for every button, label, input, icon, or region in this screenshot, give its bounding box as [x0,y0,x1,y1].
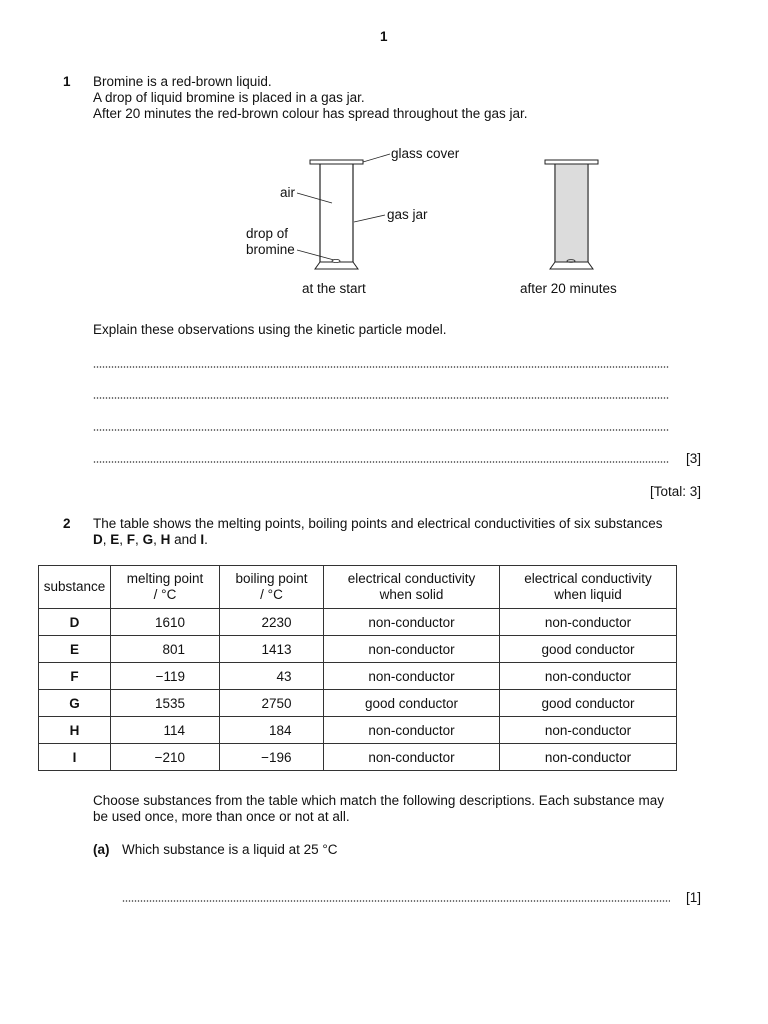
properties-table [38,565,677,771]
q1-line-3: After 20 minutes the red-brown colour has spread throughout the gas jar. [93,106,528,121]
part-a-label: (a) [93,842,110,857]
part-a-marks: [1] [686,890,702,905]
q2-choose-line-1: Choose substances from the table which match the following descriptions. Each substance may [93,793,665,808]
header-substance: substance [39,566,111,609]
table-row: H 114 184 non-conductor non-conductor [39,717,677,744]
part-a-answer-line[interactable] [122,900,670,902]
q1-line-2: A drop of liquid bromine is placed in a gas jar. [93,90,365,105]
page-number: 1 [380,29,388,44]
question-2-number: 2 [63,516,71,531]
header-boiling-point: boiling point / °C [220,566,324,609]
part-a-question: Which substance is a liquid at 25 °C [122,842,338,857]
label-drop-of: drop of [246,226,289,241]
gas-jar-start [310,160,363,269]
label-bromine: bromine [246,242,295,257]
answer-line[interactable] [93,429,669,431]
gas-jar-after [545,160,598,269]
label-air: air [280,185,296,200]
label-glass-cover: glass cover [391,146,460,161]
label-gas-jar: gas jar [387,207,428,222]
table-header-row [39,566,677,609]
table-row: I −210 −196 non-conductor non-conductor [39,744,677,771]
question-1-number: 1 [63,74,71,89]
gas-jar-diagram [0,0,768,310]
answer-line[interactable] [93,461,669,463]
table-row: D 1610 2230 non-conductor non-conductor [39,609,677,636]
q2-intro-line-2: D, E, F, G, H and I. [93,532,208,547]
answer-line[interactable] [93,397,669,399]
caption-after-20-minutes: after 20 minutes [520,281,617,296]
table-row: G 1535 2750 good conductor good conductor [39,690,677,717]
table-row: F −119 43 non-conductor non-conductor [39,663,677,690]
q1-line-1: Bromine is a red-brown liquid. [93,74,272,89]
q2-intro-line-1: The table shows the melting points, boiling points and electrical conductivities of six substances [93,516,663,531]
header-melting-point: melting point / °C [111,566,220,609]
caption-at-the-start: at the start [302,281,366,296]
q2-choose-line-2: be used once, more than once or not at all. [93,809,350,824]
table-row: E 801 1413 non-conductor good conductor [39,636,677,663]
answer-line[interactable] [93,366,669,368]
q1-total: [Total: 3] [650,484,702,499]
q1-marks: [3] [686,451,702,466]
header-conductivity-liquid: electrical conductivity when liquid [500,566,677,609]
header-conductivity-solid: electrical conductivity when solid [324,566,500,609]
q1-prompt: Explain these observations using the kinetic particle model. [93,322,447,337]
